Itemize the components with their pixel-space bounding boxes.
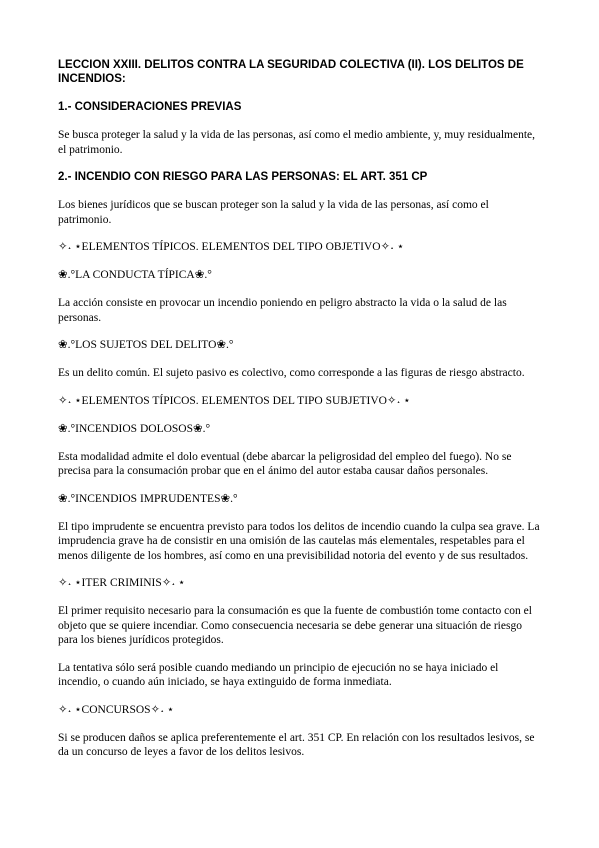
section-heading-consideraciones: 1.- CONSIDERACIONES PREVIAS [58,101,242,113]
subheading-incendios-dolosos: ❀.°INCENDIOS DOLOSOS❀.° [58,422,211,435]
paragraph: Se busca proteger la salud y la vida de las personas, así como el medio ambiente, y, muy residualmente, el patrimonio. [58,129,536,156]
paragraph: Esta modalidad admite el dolo eventual (debe abarcar la peligrosidad del empleo del fuego). No se precisa para la consumación probar que en el ánimo del autor estaba causar daños personales. [58,450,512,477]
paragraph: La acción consiste en provocar un incendio poniendo en peligro abstracto la vida o la salud de las personas. [58,297,507,324]
document-title: LECCION XXIII. DELITOS CONTRA LA SEGURIDAD COLECTIVA (II). LOS DELITOS DE INCENDIOS: [58,59,524,85]
paragraph: La tentativa sólo será posible cuando mediando un principio de ejecución no se haya iniciado el incendio, o cuando aún iniciado, se haya extinguido de forma inmediata. [58,661,499,688]
subheading-conducta-tipica: ❀.°LA CONDUCTA TÍPICA❀.° [58,269,212,281]
paragraph: El tipo imprudente se encuentra previsto para todos los delitos de incendio cuando la culpa sea grave. La imprudencia grave ha de consistir en una omisión de las cautelas más elementales, respetables para el menos diligente de los hombres, así como en una previsibilidad notoria del evento y de sus resultados. [58,520,540,562]
subheading-concursos: ✧˖ ⋆CONCURSOS✧˖ ⋆ [58,703,175,716]
subheading-tipo-subjetivo: ✧˖ ⋆ELEMENTOS TÍPICOS. ELEMENTOS DEL TIPO SUBJETIVO✧˖ ⋆ [58,394,411,407]
paragraph: Los bienes jurídicos que se buscan proteger son la salud y la vida de las personas, así como el patrimonio. [58,199,489,226]
paragraph: Es un delito común. El sujeto pasivo es colectivo, como corresponde a las figuras de riesgo abstracto. [58,367,525,379]
document-page [58,58,540,773]
subheading-incendios-imprudentes: ❀.°INCENDIOS IMPRUDENTES❀.° [58,492,238,505]
paragraph: Si se producen daños se aplica preferentemente el art. 351 CP. En relación con los resultados lesivos, se da un concurso de leyes a favor de los delitos lesivos. [58,731,535,758]
subheading-sujetos-delito: ❀.°LOS SUJETOS DEL DELITO❀.° [58,339,234,351]
paragraph: El primer requisito necesario para la consumación es que la fuente de combustión tome contacto con el objeto que se quiere incendiar. Como consecuencia necesaria se debe generar una situación de riesgo para los bienes jurídicos protegidos. [58,605,532,646]
section-heading-incendio-riesgo: 2.- INCENDIO CON RIESGO PARA LAS PERSONAS: EL ART. 351 CP [58,171,428,183]
subheading-tipo-objetivo: ✧˖ ⋆ELEMENTOS TÍPICOS. ELEMENTOS DEL TIPO OBJETIVO✧˖ ⋆ [58,241,405,253]
subheading-iter-criminis: ✧˖ ⋆ITER CRIMINIS✧˖ ⋆ [58,577,186,589]
